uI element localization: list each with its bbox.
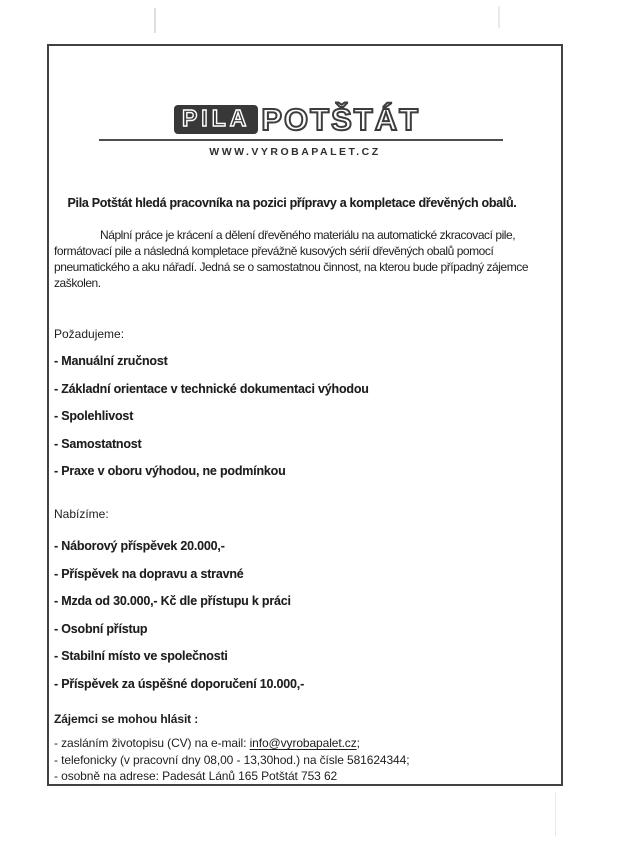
contact-email-link[interactable]: info@vyrobapalet.cz — [249, 736, 357, 750]
offer-list — [54, 540, 551, 705]
document-frame — [47, 44, 563, 786]
offer-item: - Osobní přístup — [54, 621, 148, 636]
offer-section-title: Nabízíme: — [54, 507, 109, 521]
contact-lines — [54, 735, 551, 785]
offer-item: - Mzda od 30.000,- Kč dle přístupu k práci — [54, 594, 291, 608]
contact-email-prefix: - zasláním životopisu (CV) na e-mail: — [54, 736, 250, 750]
scan-artifact — [555, 792, 556, 836]
job-title-heading: Pila Potštát hledá pracovníka na pozici přípravy a kompletace dřevěných obalů. — [67, 196, 517, 210]
scan-artifact — [154, 8, 156, 33]
logo-website-text: WWW.VYROBAPALET.CZ — [209, 146, 381, 158]
logo-divider — [99, 139, 503, 141]
scan-artifact — [498, 6, 500, 28]
requirements-list — [54, 355, 551, 493]
offer-item: - Příspěvek za úspěšné doporučení 10.000,- — [54, 676, 305, 691]
requirements-section-title: Požadujeme: — [54, 327, 125, 341]
contact-line-address: - osobně na adrese: Padesát Lánů 165 Potštát 753 62 — [54, 769, 338, 783]
offer-item: - Příspěvek na dopravu a stravné — [54, 566, 244, 581]
contact-section-title: Zájemci se mohou hlásit : — [54, 712, 199, 726]
requirement-item: - Spolehlivost — [54, 409, 134, 423]
requirement-item: - Základní orientace v technické dokumentaci výhodou — [54, 381, 369, 396]
offer-item: - Stabilní místo ve společnosti — [54, 649, 228, 663]
contact-email-suffix: ; — [356, 736, 360, 750]
offer-item: - Náborový příspěvek 20.000,- — [54, 539, 225, 553]
intro-line: pneumatického a aku nářadí. Jedná se o samostatnou činnost, na kterou bude případný zájemce — [54, 260, 529, 274]
contact-line-phone: - telefonicky (v pracovní dny 08,00 - 13,30hod.) na čísle 581624344; — [54, 752, 410, 767]
logo-potstat-text: POTŠTÁT — [261, 102, 421, 137]
requirement-item: - Samostatnost — [54, 436, 142, 451]
intro-line: formátovací pile a následná kompletace převážně kusových sérií dřevěných obalů pomocí — [54, 244, 494, 258]
requirement-item: - Praxe v oboru výhodou, ne podmínkou — [54, 464, 286, 478]
intro-line: Náplní práce je krácení a dělení dřevěného materiálu na automatické zkracovací pile, — [100, 228, 516, 242]
contact-line-email — [54, 735, 551, 752]
intro-line: zaškolen. — [54, 276, 101, 290]
job-description-paragraph — [54, 227, 541, 291]
logo-pila-text: PILA — [174, 105, 258, 134]
company-logo — [49, 104, 561, 158]
requirement-item: - Manuální zručnost — [54, 354, 168, 368]
logo-wordmark — [174, 104, 420, 135]
